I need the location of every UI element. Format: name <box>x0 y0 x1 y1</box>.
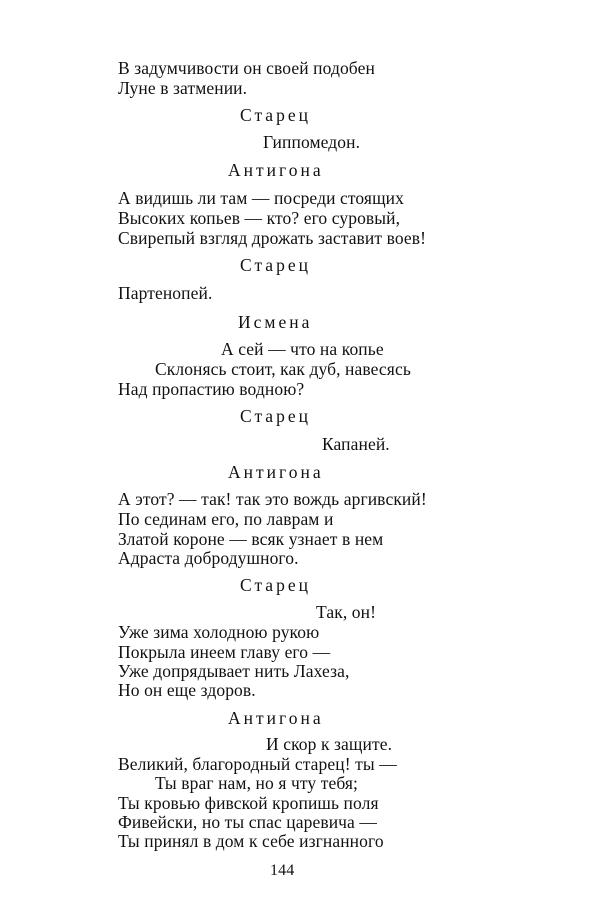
page-number: 144 <box>270 862 295 879</box>
verse-line: А этот? — так! так это вождь аргивский! <box>118 489 427 509</box>
verse-line: Адраста добродушного. <box>118 548 299 568</box>
speaker-name: Антигона <box>228 160 324 180</box>
verse-line: Ты принял в дом к себе изгнанного <box>118 831 384 851</box>
speaker-name: Старец <box>240 406 311 426</box>
speaker-name: Старец <box>240 255 311 275</box>
verse-line: В задумчивости он своей подобен <box>118 58 375 78</box>
verse-line: Склонясь стоит, как дуб, навесясь <box>155 359 411 379</box>
verse-line: А сей — что на копье <box>221 339 384 359</box>
verse-line: Ты враг нам, но я чту тебя; <box>155 773 358 793</box>
verse-line: И скор к защите. <box>266 734 393 754</box>
speaker-name: Старец <box>240 575 311 595</box>
verse-line: Свирепый взгляд дрожать заставит воев! <box>118 228 427 248</box>
speaker-name: Антигона <box>228 708 324 728</box>
speaker-name: Старец <box>240 105 311 125</box>
verse-line: Ты кровью фивской кропишь поля <box>118 793 379 813</box>
verse-line: Луне в затмении. <box>118 78 248 98</box>
verse-line: Фивейски, но ты спас царевича — <box>118 812 378 832</box>
verse-line: По сединам его, по лаврам и <box>118 509 334 529</box>
speaker-name: Антигона <box>228 462 324 482</box>
verse-line: А видишь ли там — посреди стоящих <box>118 188 404 208</box>
verse-line: Уже зима холодною рукою <box>118 622 320 642</box>
verse-line: Партенопей. <box>118 283 213 303</box>
verse-line: Гиппомедон. <box>263 132 361 152</box>
verse-line: Златой короне — всяк узнает в нем <box>118 529 384 549</box>
verse-line: Великий, благородный старец! ты — <box>118 754 397 774</box>
verse-line: Капаней. <box>322 434 390 454</box>
verse-line: Уже допрядывает нить Лахеза, <box>118 661 350 681</box>
speaker-name: Исмена <box>238 312 313 332</box>
verse-line: Покрыла инеем главу его — <box>118 642 331 662</box>
verse-line: Но он еще здоров. <box>118 680 256 700</box>
verse-line: Так, он! <box>316 602 377 622</box>
verse-line: Высоких копьев — кто? его суровый, <box>118 208 401 228</box>
verse-line: Над пропастию водною? <box>118 379 305 399</box>
